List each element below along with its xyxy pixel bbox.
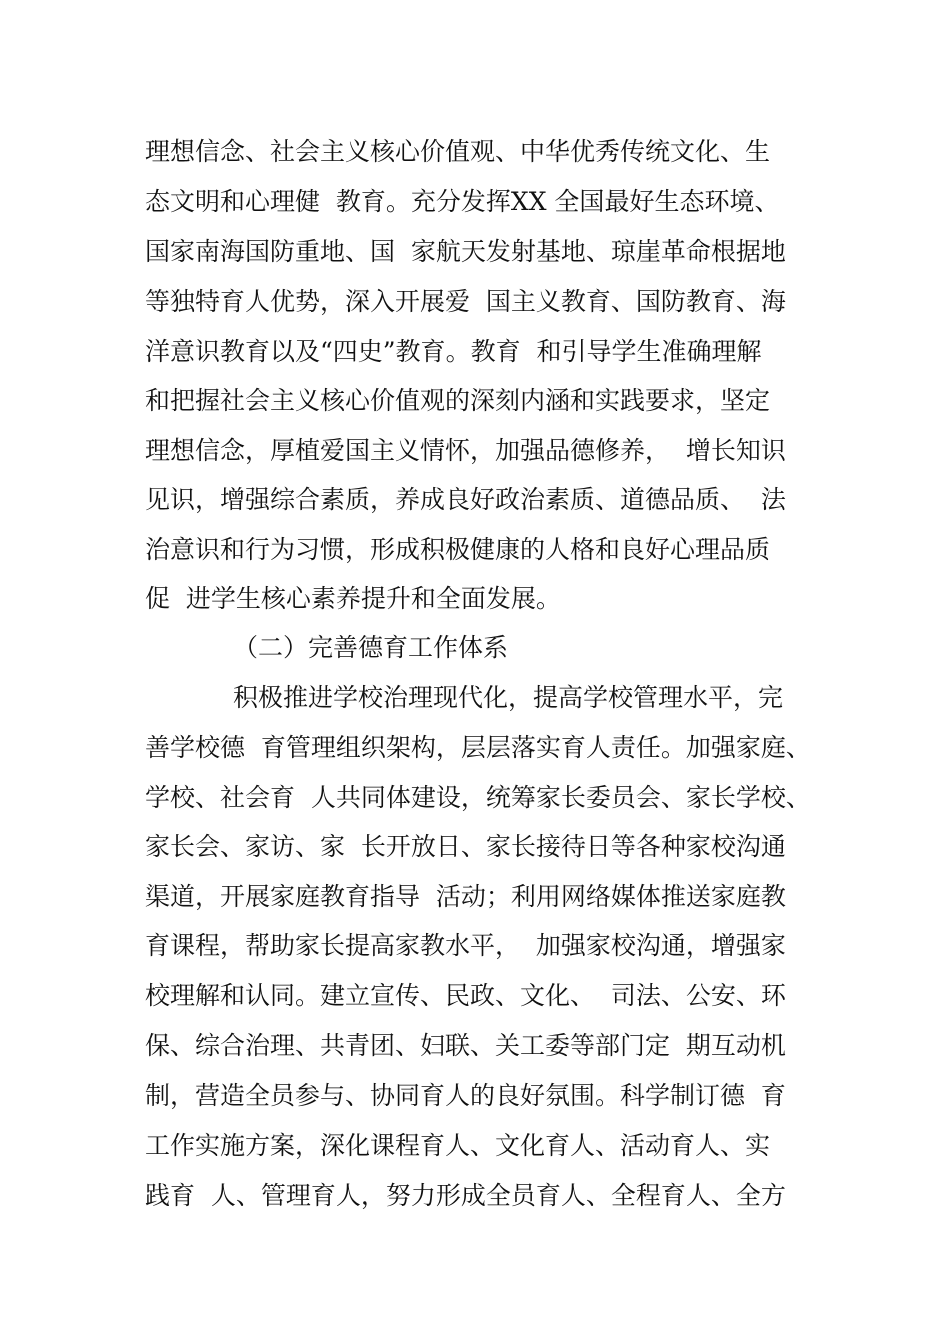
text-line: 育课程，帮助家长提高家教水平， 加强家校沟通，增强家 bbox=[145, 931, 786, 960]
text-line: 见识，增强综合素质，养成良好政治素质、道德品质、 法 bbox=[145, 485, 786, 514]
text-line: 治意识和行为习惯，形成积极健康的人格和良好心理品质 bbox=[145, 535, 771, 564]
text-line: 洋意识教育以及“四史”教育。教育 和引导学生准确理解 bbox=[145, 337, 762, 366]
text-line: 和把握社会主义核心价值观的深刻内涵和实践要求，坚定 bbox=[145, 386, 771, 415]
text-line: 学校、社会育 人共同体建设，统筹家长委员会、家长学校、 bbox=[145, 783, 811, 812]
text-line: 工作实施方案，深化课程育人、文化育人、活动育人、实 bbox=[145, 1131, 771, 1160]
text-line: 理想信念、社会主义核心价值观、中华优秀传统文化、生 bbox=[145, 137, 771, 166]
text-line: 理想信念，厚植爱国主义情怀，加强品德修养， 增长知识 bbox=[145, 436, 786, 465]
text-line: 等独特育人优势，深入开展爱 国主义教育、国防教育、海 bbox=[145, 287, 786, 316]
text-line: 制，营造全员参与、协同育人的良好氛围。科学制订德 育 bbox=[145, 1081, 786, 1110]
text-line: 善学校德 育管理组织架构，层层落实育人责任。加强家庭、 bbox=[145, 733, 811, 762]
text-line: 态文明和心理健 教育。充分发挥XX 全国最好生态环境、 bbox=[145, 187, 780, 216]
section-heading: （二）完善德育工作体系 bbox=[233, 633, 509, 662]
text-line: 促 进学生核心素养提升和全面发展。 bbox=[145, 584, 561, 613]
text-line: 校理解和认同。建立宣传、民政、文化、 司法、公安、环 bbox=[145, 981, 786, 1010]
text-line: 保、综合治理、共青团、妇联、关工委等部门定 期互动机 bbox=[145, 1031, 786, 1060]
text-line: 国家南海国防重地、国 家航天发射基地、琼崖革命根据地 bbox=[145, 237, 786, 266]
text-line: 家长会、家访、家 长开放日、家长接待日等各种家校沟通 bbox=[145, 832, 786, 861]
text-line: 践育 人、管理育人，努力形成全员育人、全程育人、全方 bbox=[145, 1181, 786, 1210]
text-line: 渠道，开展家庭教育指导 活动；利用网络媒体推送家庭教 bbox=[145, 882, 786, 911]
text-line: 积极推进学校治理现代化，提高学校管理水平，完 bbox=[233, 683, 784, 712]
